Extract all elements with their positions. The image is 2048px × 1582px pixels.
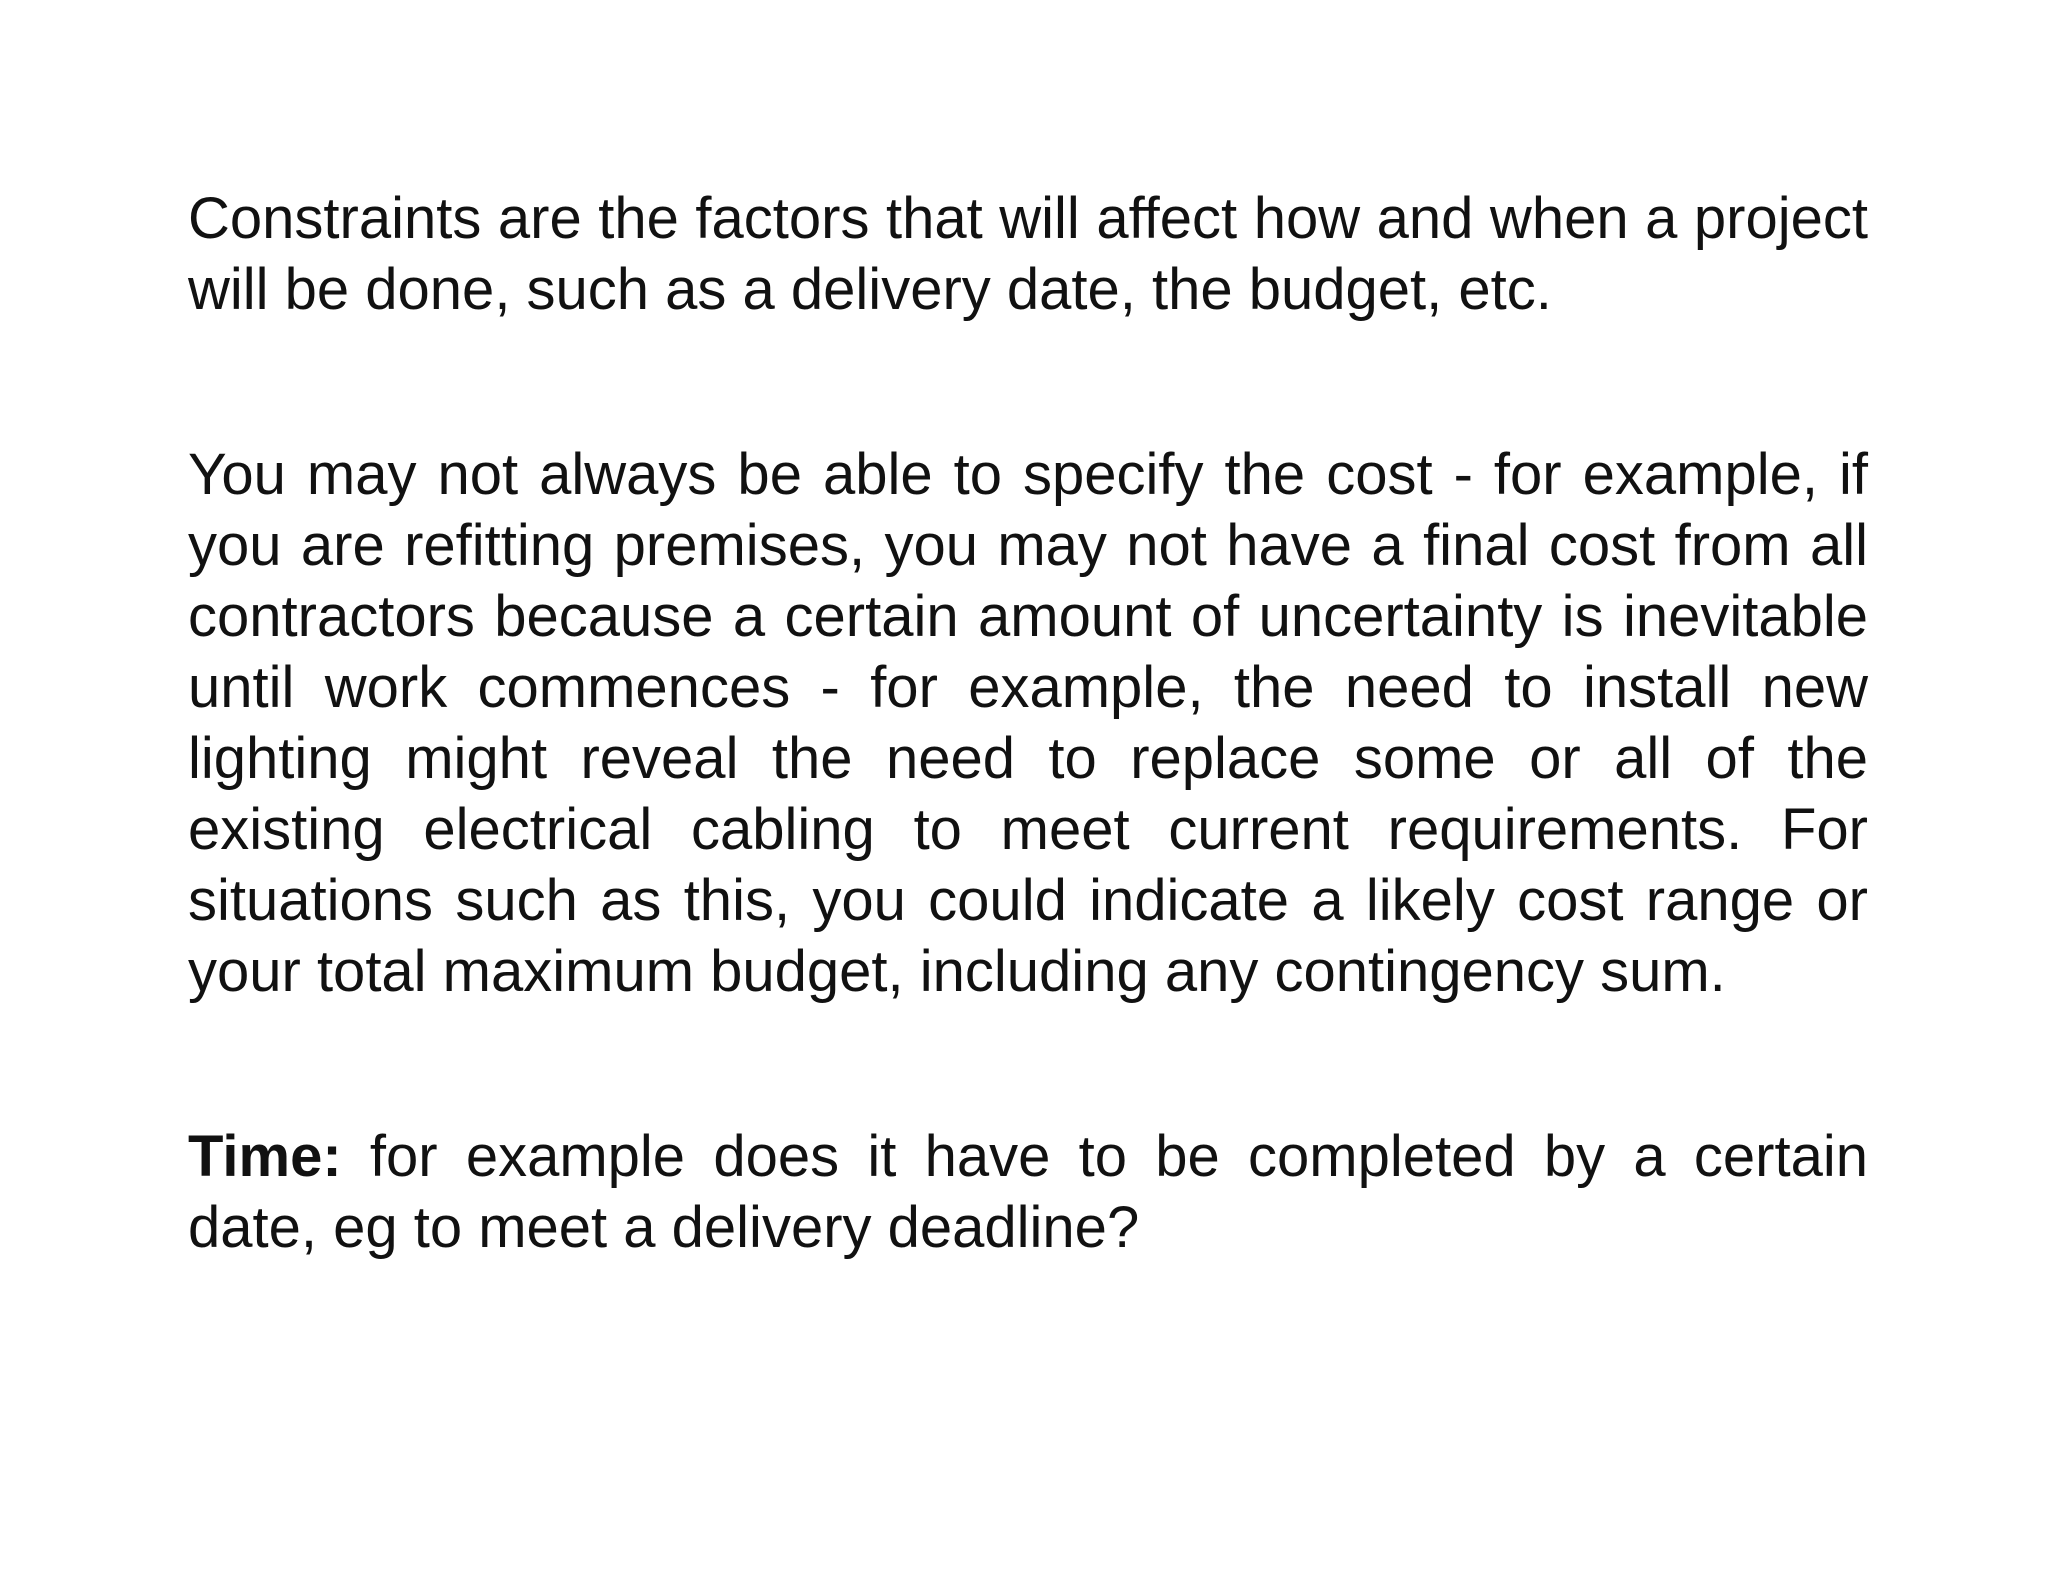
time-label: Time: <box>188 1124 342 1189</box>
paragraph-cost: You may not always be able to specify the cost - for example, if you are refitting premises, you may not have a final cost from all contractors because a certain amount of uncertainty is inevitable until work commences - for example, the need to install new lighting might reveal the need to replace some or all of the existing electrical cabling to meet current requirements. For situations such as this, you could indicate a likely cost range or your total maximum budget, including any contingency sum. <box>188 442 1868 1004</box>
paragraph-time <box>188 1121 1868 1263</box>
paragraph-constraints: Constraints are the factors that will affect how and when a project will be done, such as a delivery date, the budget, etc. <box>188 186 1868 322</box>
document-body <box>188 183 1868 1263</box>
time-text: for example does it have to be completed by a certain date, eg to meet a delivery deadline? <box>188 1124 1868 1260</box>
